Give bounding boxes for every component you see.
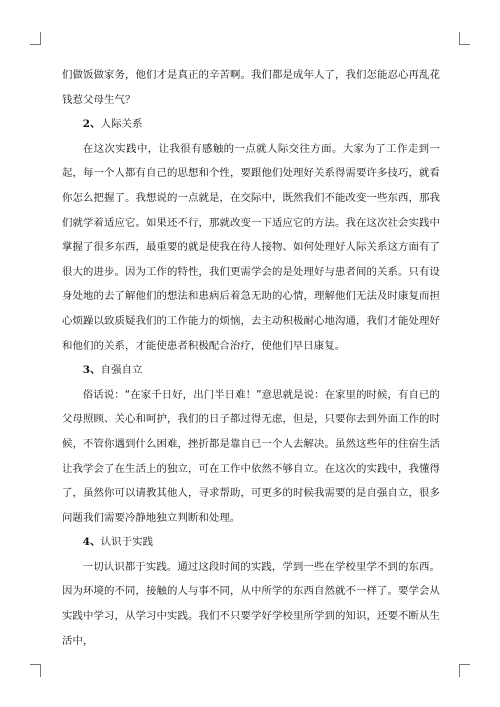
section-heading bbox=[62, 358, 440, 383]
section-paragraph: 俗话说：“在家千日好，出门半日难！”意思就是说：在家里的时候，有自已的父母照顾、关心和呵护，我们的日子都过得无虑，但是，只要你去到外面工作的时候，不管你遇到什么困难，挫折都是靠自已一个人去解决。虽然这些年的住宿生活让我学会了在生活上的独立，可在工作中依然不够自立。在这次的实践中，我懂得了，虽然你可以请教其他人，寻求帮助，可更多的时候我需要的是自强自立，很多问题我们需要冷静地独立判断和处理。 bbox=[62, 388, 440, 524]
section-number: 3、 bbox=[82, 364, 101, 377]
section-title: 自强自立 bbox=[100, 364, 143, 377]
section-title: 认识于实践 bbox=[100, 536, 154, 549]
section-self-reliance bbox=[62, 358, 440, 530]
section-title: 人际关系 bbox=[100, 118, 143, 131]
crop-mark-bottom-right bbox=[459, 664, 470, 677]
intro-continuation-paragraph: 们做饭做家务，他们才是真正的辛苦啊。我们都是成年人了，我们怎能忍心再乱花钱惹父母生气？ bbox=[62, 69, 440, 106]
section-practice bbox=[62, 530, 440, 653]
section-paragraph: 在这次实践中，让我很有感触的一点就人际交往方面。大家为了工作走到一起，每一个人都有自己的思想和个性，要跟他们处理好关系得需要许多技巧，就看你怎么把握了。我想说的一点就是，在交际中，既然我们不能改变一些东西，那我们就学着适应它。如果还不行，那就改变一下适应它的方法。我在这次社会实践中掌握了很多东西，最重要的就是使我在待人接物、如何处理好人际关系这方面有了很大的进步。因为工作的特性，我们更需学会的是处理好与患者间的关系。只有设身处地的去了解他们的想法和患病后着急无助的心情，理解他们无法及时康复而担心烦躁以致质疑我们的工作能力的烦恼，去主动积极耐心地沟通，我们才能处理好和他们的关系，才能使患者积极配合治疗，使他们早日康复。 bbox=[62, 142, 440, 352]
section-number: 4、 bbox=[82, 536, 101, 549]
section-heading bbox=[62, 530, 440, 555]
section-paragraph: 一切认识都于实践。通过这段时间的实践，学到一些在学校里学不到的东西。因为环境的不同，接触的人与事不同，从中所学的东西自然就不一样了。要学会从实践中学习，从学习中实践。我们不只要学好学校里所学到的知识，还要不断从生活中， bbox=[62, 560, 440, 647]
section-number: 2、 bbox=[82, 118, 101, 131]
crop-mark-top-right bbox=[459, 32, 470, 45]
document-body bbox=[62, 63, 440, 653]
section-interpersonal bbox=[62, 112, 440, 358]
crop-mark-top-left bbox=[30, 32, 41, 45]
section-heading bbox=[62, 112, 440, 137]
crop-mark-bottom-left bbox=[30, 664, 41, 677]
